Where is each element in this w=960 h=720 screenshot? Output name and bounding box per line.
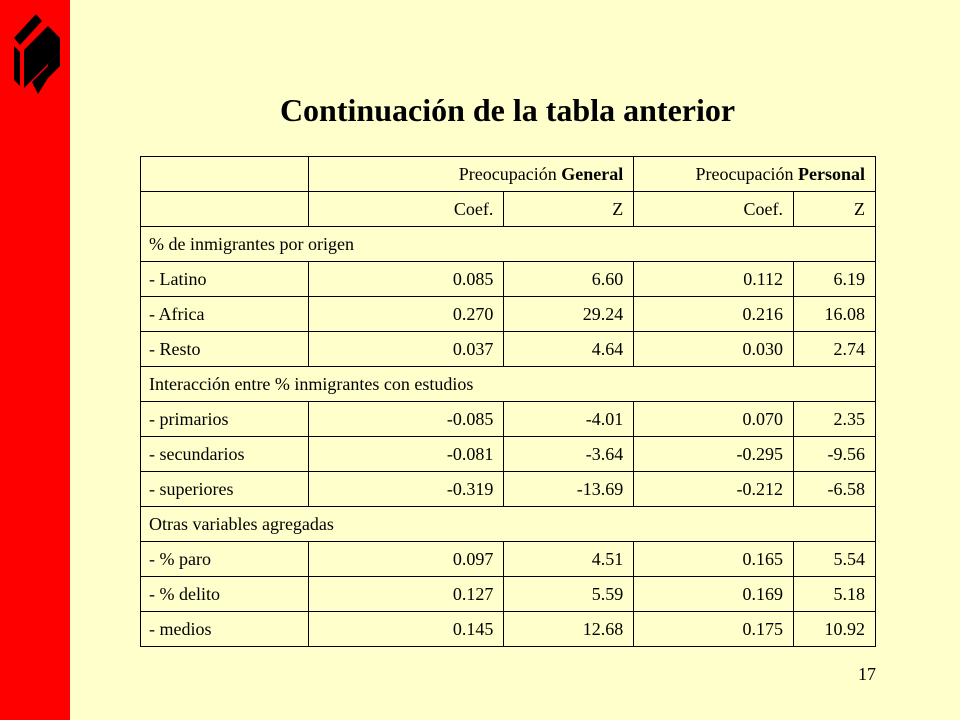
personal-z-cell: 10.92 bbox=[794, 612, 876, 647]
personal-coef-cell: 0.030 bbox=[634, 332, 794, 367]
personal-coef-cell: 0.070 bbox=[634, 402, 794, 437]
general-coef-cell: 0.037 bbox=[308, 332, 504, 367]
header-row-columns bbox=[141, 192, 876, 227]
page-number: 17 bbox=[858, 664, 876, 684]
header-personal-z: Z bbox=[794, 192, 876, 227]
empty-header-cell bbox=[141, 192, 309, 227]
row-label: - primarios bbox=[141, 402, 309, 437]
results-table bbox=[140, 156, 876, 647]
general-coef-cell: 0.270 bbox=[308, 297, 504, 332]
personal-z-cell: -6.58 bbox=[794, 472, 876, 507]
table-row bbox=[141, 262, 876, 297]
row-label: - Resto bbox=[141, 332, 309, 367]
personal-coef-cell: 0.165 bbox=[634, 542, 794, 577]
page-title: Continuación de la tabla anterior bbox=[279, 92, 736, 128]
header-personal-coef: Coef. bbox=[634, 192, 794, 227]
personal-z-cell: 6.19 bbox=[794, 262, 876, 297]
general-coef-cell: 0.085 bbox=[308, 262, 504, 297]
logo-icon bbox=[8, 8, 64, 98]
sidebar-band bbox=[0, 0, 70, 720]
general-z-cell: 4.64 bbox=[504, 332, 634, 367]
personal-coef-cell: 0.175 bbox=[634, 612, 794, 647]
row-label: - Latino bbox=[141, 262, 309, 297]
section-title: Otras variables agregadas bbox=[141, 507, 876, 542]
general-z-cell: -13.69 bbox=[504, 472, 634, 507]
section-title: % de inmigrantes por origen bbox=[141, 227, 876, 262]
section-row bbox=[141, 367, 876, 402]
header-row-groups bbox=[141, 157, 876, 192]
general-coef-cell: 0.145 bbox=[308, 612, 504, 647]
table-row bbox=[141, 437, 876, 472]
row-label: - secundarios bbox=[141, 437, 309, 472]
section-row bbox=[141, 507, 876, 542]
general-coef-cell: -0.085 bbox=[308, 402, 504, 437]
general-z-cell: 6.60 bbox=[504, 262, 634, 297]
row-label: - % paro bbox=[141, 542, 309, 577]
row-label: - % delito bbox=[141, 577, 309, 612]
table-row bbox=[141, 297, 876, 332]
personal-z-cell: -9.56 bbox=[794, 437, 876, 472]
personal-z-cell: 5.18 bbox=[794, 577, 876, 612]
header-general bbox=[308, 157, 633, 192]
header-general-coef: Coef. bbox=[308, 192, 504, 227]
section-title: Interacción entre % inmigrantes con estudios bbox=[141, 367, 876, 402]
header-personal-prefix: Preocupación bbox=[695, 163, 798, 184]
general-z-cell: 5.59 bbox=[504, 577, 634, 612]
table-row bbox=[141, 402, 876, 437]
row-label: - superiores bbox=[141, 472, 309, 507]
table-row bbox=[141, 542, 876, 577]
header-general-z: Z bbox=[504, 192, 634, 227]
general-coef-cell: 0.097 bbox=[308, 542, 504, 577]
personal-z-cell: 5.54 bbox=[794, 542, 876, 577]
general-coef-cell: -0.319 bbox=[308, 472, 504, 507]
empty-header-cell bbox=[141, 157, 309, 192]
personal-coef-cell: 0.216 bbox=[634, 297, 794, 332]
personal-coef-cell: -0.212 bbox=[634, 472, 794, 507]
section-row bbox=[141, 227, 876, 262]
table-row bbox=[141, 472, 876, 507]
general-z-cell: -3.64 bbox=[504, 437, 634, 472]
general-z-cell: -4.01 bbox=[504, 402, 634, 437]
header-personal bbox=[634, 157, 876, 192]
table-row bbox=[141, 332, 876, 367]
general-z-cell: 4.51 bbox=[504, 542, 634, 577]
general-z-cell: 29.24 bbox=[504, 297, 634, 332]
table-row bbox=[141, 577, 876, 612]
row-label: - medios bbox=[141, 612, 309, 647]
header-general-bold: General bbox=[561, 163, 624, 184]
general-coef-cell: -0.081 bbox=[308, 437, 504, 472]
personal-z-cell: 16.08 bbox=[794, 297, 876, 332]
row-label: - Africa bbox=[141, 297, 309, 332]
general-coef-cell: 0.127 bbox=[308, 577, 504, 612]
personal-coef-cell: 0.169 bbox=[634, 577, 794, 612]
general-z-cell: 12.68 bbox=[504, 612, 634, 647]
personal-coef-cell: 0.112 bbox=[634, 262, 794, 297]
table-row bbox=[141, 612, 876, 647]
header-general-prefix: Preocupación bbox=[458, 163, 562, 184]
personal-coef-cell: -0.295 bbox=[634, 437, 794, 472]
header-personal-bold: Personal bbox=[798, 163, 865, 184]
personal-z-cell: 2.35 bbox=[794, 402, 876, 437]
personal-z-cell: 2.74 bbox=[794, 332, 876, 367]
